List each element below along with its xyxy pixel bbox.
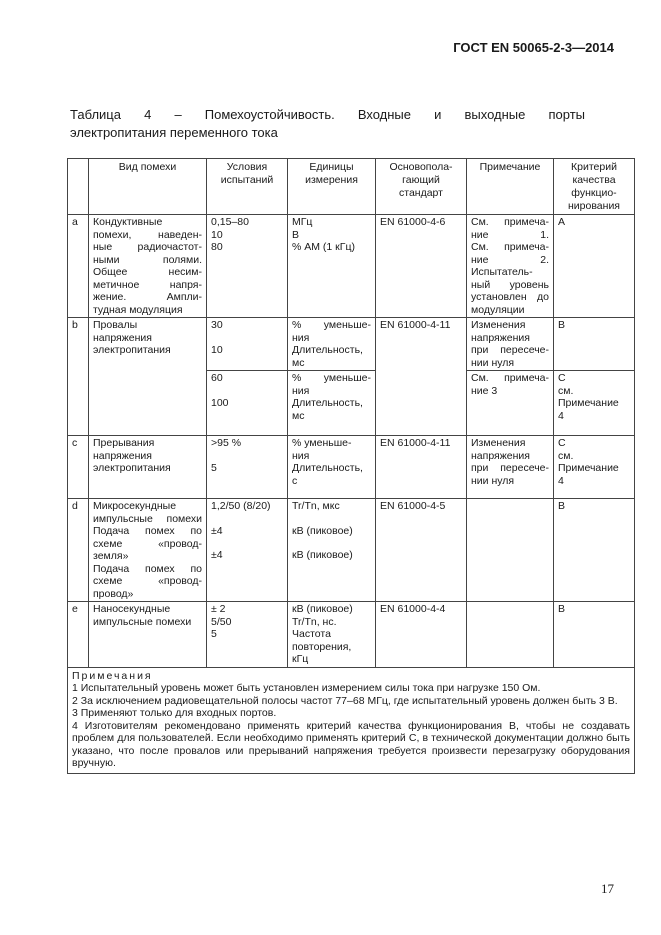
cell-line: 5 xyxy=(211,628,217,640)
table-row-c xyxy=(68,436,635,499)
table-row-a xyxy=(68,215,635,318)
criterion: B xyxy=(554,318,635,371)
cell-line: модуляции xyxy=(471,303,525,316)
table-row-e xyxy=(68,602,635,668)
cell-line: схеме «провод- xyxy=(93,575,202,587)
cell-line: Подача помех по xyxy=(93,525,202,537)
cell-line: помехи, наведен- xyxy=(93,228,202,241)
table-caption-line1: Таблица 4 – Помехоустойчивость. Входные и выходные порты xyxy=(70,107,585,122)
cell-line: ния xyxy=(292,384,310,397)
cell-line: нии нуля xyxy=(471,474,515,487)
cell-line: ±4 xyxy=(211,549,223,561)
cell-line: 10 xyxy=(211,343,223,356)
cell-line: ± 2 xyxy=(211,603,226,615)
row-id: d xyxy=(68,499,89,602)
cell-line: 5 xyxy=(211,461,217,474)
criterion: B xyxy=(554,602,635,668)
notes-heading: Примечания xyxy=(72,669,153,682)
cell-line: импульсные помехи xyxy=(93,615,192,628)
cell-line: Длительность, xyxy=(292,462,363,474)
test-conditions xyxy=(207,215,288,318)
cell-line: Испытатель- xyxy=(471,266,533,278)
immunity-table xyxy=(67,158,635,774)
cell-line: 1,2/50 (8/20) xyxy=(211,500,271,512)
disturbance-type xyxy=(89,436,207,499)
cell-line: напряжения xyxy=(93,331,152,344)
header-cell-criterion: Критерий качества функцио-нирования xyxy=(554,159,635,215)
base-standard: EN 61000-4-4 xyxy=(376,602,467,668)
header-cell-note: Примечание xyxy=(467,159,554,215)
cell-line: Наносекундные xyxy=(93,603,171,615)
cell-line: кВ (пиковое) xyxy=(292,524,353,537)
measurement-units xyxy=(288,318,376,371)
cell-line: Общее несим- xyxy=(93,266,202,278)
cell-line: См. примеча- xyxy=(471,216,549,228)
measurement-units xyxy=(288,215,376,318)
header-cell-id xyxy=(68,159,89,215)
cell-line: 100 xyxy=(211,396,229,409)
cell-line: ными полями. xyxy=(93,253,202,266)
disturbance-type xyxy=(89,318,207,436)
cell-line: 5/50 xyxy=(211,615,232,628)
cell-line: провод» xyxy=(93,587,134,600)
base-standard: EN 61000-4-11 xyxy=(376,318,467,436)
cell-line: нии нуля xyxy=(471,356,515,369)
cell-line: земля» xyxy=(93,550,129,562)
measurement-units xyxy=(288,436,376,499)
disturbance-type xyxy=(89,215,207,318)
cell-line: % уменьше- xyxy=(292,319,371,331)
cell-line: тудная модуляция xyxy=(93,303,183,316)
cell-line: ние 3 xyxy=(471,384,498,397)
cell-line: повторения, xyxy=(292,640,352,653)
table-notes-row xyxy=(68,667,635,773)
cell-line: жение. Ампли- xyxy=(93,291,202,303)
cell-line: Tr/Tn, нс. xyxy=(292,615,337,628)
header-cell-type: Вид помехи xyxy=(89,159,207,215)
cell-line: ния xyxy=(292,449,310,462)
cell-line: Подача помех по xyxy=(93,562,202,575)
table-header-row xyxy=(68,159,635,215)
cell-line: МГц xyxy=(292,216,313,228)
cell-line: установлен до xyxy=(471,291,549,303)
cell-line: C xyxy=(558,437,566,449)
row-id: e xyxy=(68,602,89,668)
note-item-2: 2 За исключением радиовещательной полосы частот 77–68 МГц, где испытательный уровень должен быть 3 В. xyxy=(72,694,618,707)
cell-line: ный уровень xyxy=(471,278,549,291)
cell-line: % уменьше- xyxy=(292,372,371,384)
cell-line: 30 xyxy=(211,319,223,331)
disturbance-type xyxy=(89,499,207,602)
base-standard: EN 61000-4-5 xyxy=(376,499,467,602)
test-conditions xyxy=(207,602,288,668)
cell-line: См. примеча- xyxy=(471,241,549,253)
standard-code: ГОСТ EN 50065-2-3—2014 xyxy=(453,40,614,55)
note xyxy=(467,436,554,499)
note-item-3: 3 Применяют только для входных портов. xyxy=(72,707,277,719)
note-item-4: 4 Изготовителям рекомендовано применять критерий качества функционирования B, чтобы не создавать проблем для пользователей. Если необходимо применять критерий C, в технической документации должно быть указано, что после провалов или прерываний напряжения требуется произвести перезагрузку оборудования вручную. xyxy=(72,719,630,769)
criterion: B xyxy=(554,499,635,602)
criterion xyxy=(554,436,635,499)
criterion xyxy=(554,371,635,436)
table-caption-line2: электропитания переменного тока xyxy=(70,125,278,140)
disturbance-type xyxy=(89,602,207,668)
page-number: 17 xyxy=(601,881,614,896)
cell-line: ния xyxy=(292,331,310,344)
cell-line: 4 xyxy=(558,474,564,487)
cell-line: % АМ (1 кГц) xyxy=(292,241,355,253)
cell-line: ние 2. xyxy=(471,253,549,266)
cell-line: Частота xyxy=(292,628,331,640)
note xyxy=(467,215,554,318)
measurement-units xyxy=(288,499,376,602)
cell-line: Длительность, xyxy=(292,397,363,409)
cell-line: кВ (пиковое) xyxy=(292,603,353,615)
test-conditions xyxy=(207,371,288,436)
table-row-b xyxy=(68,318,635,371)
cell-line: Кондуктивные xyxy=(93,216,163,228)
cell-line: 10 xyxy=(211,228,223,241)
cell-line: Изменения xyxy=(471,319,526,331)
cell-line: с xyxy=(292,474,298,487)
row-id: c xyxy=(68,436,89,499)
note-item-1: 1 Испытательный уровень может быть установлен измерением силы тока при нагрузке 150 Ом. xyxy=(72,682,541,694)
note xyxy=(467,371,554,436)
cell-line: ные радиочастот- xyxy=(93,241,202,253)
cell-line: напряжения xyxy=(471,449,530,462)
row-id: b xyxy=(68,318,89,436)
test-conditions xyxy=(207,318,288,371)
cell-line: 0,15–80 xyxy=(211,216,249,228)
cell-line: см. xyxy=(558,384,574,397)
cell-line: % уменьше- xyxy=(292,437,352,449)
note xyxy=(467,602,554,668)
cell-line: мс xyxy=(292,356,305,369)
cell-line: Микросекундные xyxy=(93,500,177,512)
cell-line: 4 xyxy=(558,409,564,422)
measurement-units xyxy=(288,371,376,436)
cell-line: Изменения xyxy=(471,437,526,449)
note xyxy=(467,499,554,602)
test-conditions xyxy=(207,436,288,499)
cell-line: ±4 xyxy=(211,524,223,537)
cell-line: Прерывания xyxy=(93,437,155,449)
cell-line: см. xyxy=(558,449,574,462)
cell-line: ние 1. xyxy=(471,228,549,241)
cell-line: кГц xyxy=(292,653,309,665)
note xyxy=(467,318,554,371)
cell-line: Примечание xyxy=(558,462,619,474)
cell-line: схеме «провод- xyxy=(93,537,202,550)
table-notes xyxy=(68,667,635,773)
cell-line: при пересече- xyxy=(471,344,549,356)
cell-line: Провалы xyxy=(93,319,138,331)
header-cell-standard: Основопола-гающий стандарт xyxy=(376,159,467,215)
cell-line: кВ (пиковое) xyxy=(292,549,353,561)
header-cell-units: Единицы измерения xyxy=(288,159,376,215)
cell-line: C xyxy=(558,372,566,384)
cell-line: напряжения xyxy=(93,449,152,462)
cell-line: 60 xyxy=(211,372,223,384)
cell-line: >95 % xyxy=(211,437,242,449)
header-cell-conditions: Условия испытаний xyxy=(207,159,288,215)
cell-line: См. примеча- xyxy=(471,372,549,384)
cell-line: напряжения xyxy=(471,331,530,344)
cell-line: 80 xyxy=(211,241,223,253)
row-id: a xyxy=(68,215,89,318)
cell-line: при пересече- xyxy=(471,462,549,474)
base-standard: EN 61000-4-6 xyxy=(376,215,467,318)
cell-line: Примечание xyxy=(558,397,619,409)
cell-line: Tr/Tn, мкс xyxy=(292,500,340,512)
measurement-units xyxy=(288,602,376,668)
table-row-d xyxy=(68,499,635,602)
cell-line: мс xyxy=(292,409,305,422)
criterion: A xyxy=(554,215,635,318)
cell-line: электропитания xyxy=(93,462,171,474)
cell-line: В xyxy=(292,228,300,241)
cell-line: Длительность, xyxy=(292,344,363,356)
test-conditions xyxy=(207,499,288,602)
base-standard: EN 61000-4-11 xyxy=(376,436,467,499)
cell-line: импульсные помехи xyxy=(93,512,202,525)
cell-line: электропитания xyxy=(93,344,171,356)
cell-line: метичное напря- xyxy=(93,278,202,291)
